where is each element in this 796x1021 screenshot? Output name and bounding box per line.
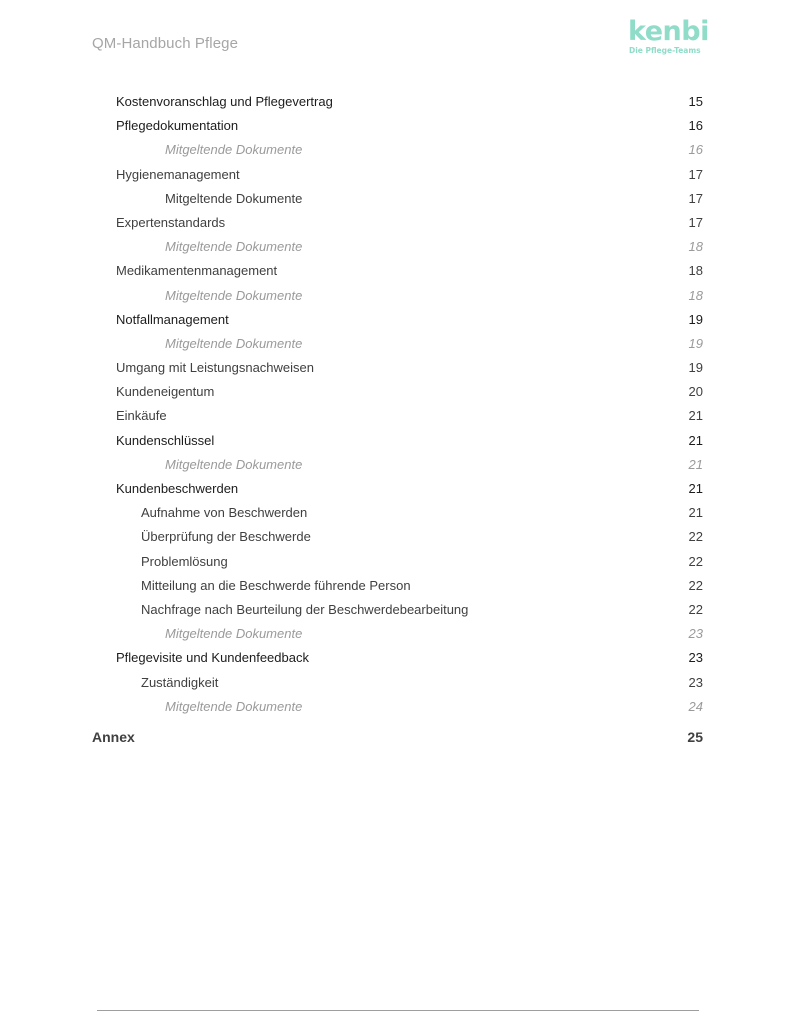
toc-entry-page: 16 (688, 142, 703, 158)
toc-entry-label: Kundenbeschwerden (116, 481, 239, 496)
toc-entry[interactable] (0, 429, 796, 453)
toc-entry-label: Umgang mit Leistungsnachweisen (116, 360, 314, 376)
toc-entry-label: Pflegevisite und Kundenfeedback (116, 650, 309, 666)
logo-wordmark: kenbi (628, 16, 709, 47)
toc-entry-page: 22 (688, 601, 703, 617)
toc-entry-label: Kostenvoranschlag und Pflegevertrag (116, 94, 333, 109)
toc-entry-page: 23 (688, 626, 703, 642)
toc-entry-label: Pflegedokumentation (116, 118, 239, 134)
table-of-contents (0, 90, 796, 749)
toc-entry-page: 17 (688, 190, 703, 206)
toc-entry[interactable] (0, 308, 796, 332)
toc-entry[interactable] (0, 477, 796, 501)
toc-entry-page: 20 (688, 384, 703, 400)
kenbi-logo (628, 18, 708, 60)
toc-entry-label: Expertenstandards (116, 214, 226, 230)
toc-entry-label: Hygienemanagement (116, 166, 240, 182)
toc-entry-page: 19 (688, 311, 703, 327)
toc-entry-label: Kundenschlüssel (116, 432, 215, 448)
document-header-title: QM-Handbuch Pflege (92, 35, 239, 52)
toc-entry-label: Mitgeltende Dokumente (165, 335, 303, 351)
toc-entry-page: 19 (688, 360, 703, 376)
toc-entry[interactable] (0, 525, 796, 549)
toc-entry-label: Zuständigkeit (141, 674, 219, 690)
toc-entry[interactable] (0, 114, 796, 138)
toc-entry-page: 16 (688, 118, 703, 134)
toc-entry-label: Nachfrage nach Beurteilung der Beschwerdebearbeitung (141, 601, 469, 617)
toc-entry-page: 18 (688, 287, 703, 303)
toc-entry-page: 19 (688, 335, 703, 351)
toc-entry-page: 22 (688, 529, 703, 545)
toc-entry-page: 21 (688, 456, 703, 472)
toc-entry[interactable] (0, 598, 796, 622)
logo-tagline: Die Pflege-Teams (629, 46, 701, 55)
toc-entry[interactable] (0, 453, 796, 477)
toc-entry-label: Notfallmanagement (116, 311, 229, 327)
toc-entry[interactable] (0, 646, 796, 670)
toc-entry-page: 22 (688, 577, 703, 593)
toc-entry[interactable] (0, 235, 796, 259)
footer-divider (97, 1010, 699, 1011)
toc-entry-label: Einkäufe (116, 408, 167, 424)
toc-entry[interactable] (0, 550, 796, 574)
toc-entry-page: 21 (688, 408, 703, 424)
toc-entry-label: Mitgeltende Dokumente (165, 626, 303, 642)
toc-entry-page: 17 (688, 214, 703, 230)
toc-entry[interactable] (0, 163, 796, 187)
toc-entry[interactable] (0, 90, 796, 114)
toc-entry-label: Mitgeltende Dokumente (165, 239, 303, 255)
toc-entry-label: Mitgeltende Dokumente (165, 287, 303, 303)
toc-entry-page: 21 (688, 481, 703, 496)
toc-entry-page: 17 (688, 166, 703, 182)
toc-entry[interactable] (0, 695, 796, 719)
toc-entry-label: Kundeneigentum (116, 384, 215, 400)
toc-entry-page: 18 (688, 239, 703, 255)
toc-entry-page: 23 (688, 650, 703, 666)
toc-entry[interactable] (0, 501, 796, 525)
toc-entry-page: 21 (688, 505, 703, 521)
toc-entry-label: Mitgeltende Dokumente (165, 456, 303, 472)
toc-entry-page: 18 (688, 263, 703, 279)
toc-entry[interactable] (0, 380, 796, 404)
toc-entry-label: Mitgeltende Dokumente (165, 142, 303, 158)
toc-entry[interactable] (0, 138, 796, 162)
toc-entry-label: Mitgeltende Dokumente (165, 190, 303, 206)
toc-entry[interactable] (0, 404, 796, 428)
toc-entry[interactable] (0, 574, 796, 598)
toc-entry-annex[interactable] (0, 725, 796, 749)
toc-annex-page: 25 (687, 728, 703, 745)
toc-entry-page: 15 (688, 94, 703, 109)
toc-entry-page: 22 (688, 553, 703, 569)
toc-entry-label: Überprüfung der Beschwerde (141, 529, 311, 545)
toc-entry-label: Aufnahme von Beschwerden (141, 505, 308, 521)
toc-annex-label: Annex (92, 728, 135, 745)
toc-entry[interactable] (0, 332, 796, 356)
toc-entry-label: Problemlösung (141, 553, 228, 569)
toc-entry-page: 23 (688, 674, 703, 690)
toc-entry[interactable] (0, 187, 796, 211)
toc-entry-page: 24 (688, 698, 703, 714)
toc-entry[interactable] (0, 356, 796, 380)
toc-entry[interactable] (0, 259, 796, 283)
toc-entry-label: Medikamentenmanagement (116, 263, 278, 279)
toc-entry-label: Mitgeltende Dokumente (165, 698, 303, 714)
toc-entry[interactable] (0, 284, 796, 308)
toc-entry-label: Mitteilung an die Beschwerde führende Person (141, 577, 411, 593)
toc-entry-page: 21 (688, 432, 703, 448)
toc-entry[interactable] (0, 622, 796, 646)
toc-entry[interactable] (0, 211, 796, 235)
toc-entry[interactable] (0, 671, 796, 695)
